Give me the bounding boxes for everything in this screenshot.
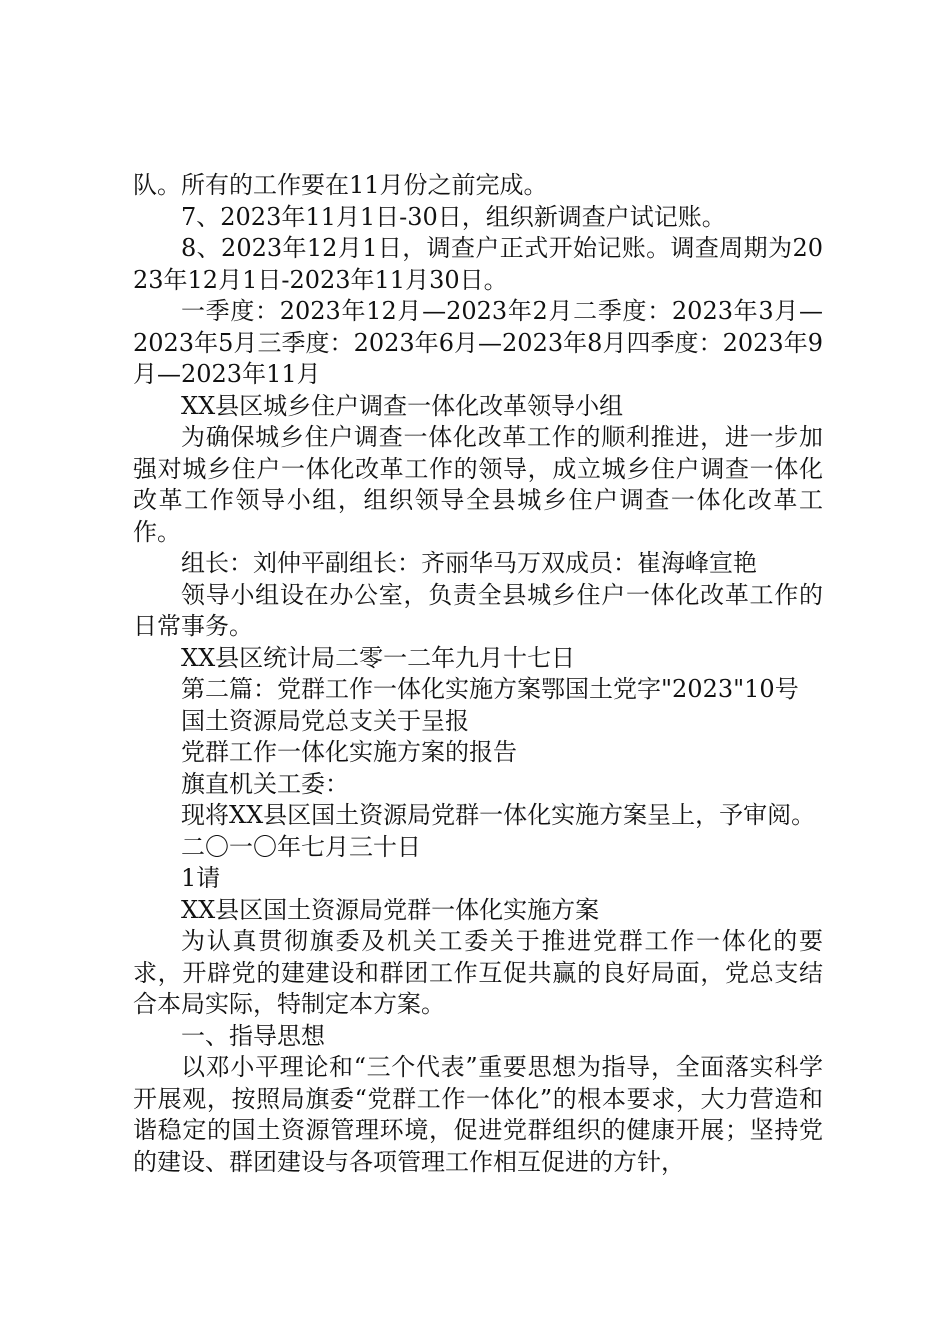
paragraph-marker: 1请 <box>181 864 221 892</box>
document-body <box>133 170 823 1178</box>
paragraph-group-purpose: 为确保城乡住户调查一体化改革工作的顺利推进，进一步加强对城乡住户一体化改革工作的领导，成立城乡住户调查一体化改革工作领导小组，组织领导全县城乡住户调查一体化改革工作。 <box>133 423 823 546</box>
heading-part-two: 第二篇：党群工作一体化实施方案鄂国土党字"2023"10号 <box>181 675 799 703</box>
paragraph-date: 二〇一〇年七月三十日 <box>181 832 421 861</box>
paragraph-addressee: 旗直机关工委： <box>181 769 349 798</box>
paragraph-group-members: 组长：刘仲平副组长：齐丽华马万双成员：崔海峰宣艳 <box>181 549 757 577</box>
heading-plan-title: XX县区国土资源局党群一体化实施方案 <box>181 895 600 924</box>
paragraph-quarters: 一季度：2023年12月—2023年2月二季度：2023年3月—2023年5月三季度：2023年6月—2023年8月四季度：2023年9月—2023年11月 <box>133 297 823 388</box>
paragraph-report-title-1: 国土资源局党总支关于呈报 <box>181 706 469 735</box>
paragraph-step-8: 8、2023年12月1日，调查户正式开始记账。调查周期为2023年12月1日-2023年11月30日。 <box>133 234 823 294</box>
paragraph-report-title-2: 党群工作一体化实施方案的报告 <box>181 738 517 766</box>
heading-leading-group: XX县区城乡住户调查一体化改革领导小组 <box>181 391 624 420</box>
paragraph-guiding-thought: 以邓小平理论和“三个代表”重要思想为指导，全面落实科学开展观，按照局旗委“党群工作一体化”的根本要求，大力营造和谐稳定的国土资源管理环境，促进党群组织的健康开展；坚持党的建设、群团建设与各项管理工作相互促进的方针， <box>133 1053 823 1176</box>
paragraph-submission: 现将XX县区国土资源局党群一体化实施方案呈上，予审阅。 <box>181 801 816 829</box>
heading-guiding-thought: 一、指导思想 <box>181 1021 325 1050</box>
paragraph-step-7: 7、2023年11月1日-30日，组织新调查户试记账。 <box>181 202 726 231</box>
signature-statistics-bureau: XX县区统计局二零一二年九月十七日 <box>181 643 576 672</box>
paragraph-plan-intro: 为认真贯彻旗委及机关工委关于推进党群工作一体化的要求，开辟党的建建设和群团工作互促共赢的良好局面，党总支结合本局实际，特制定本方案。 <box>133 927 823 1018</box>
paragraph-continuation: 队。所有的工作要在11月份之前完成。 <box>133 171 548 199</box>
paragraph-group-office: 领导小组设在办公室，负责全县城乡住户一体化改革工作的日常事务。 <box>133 580 823 640</box>
